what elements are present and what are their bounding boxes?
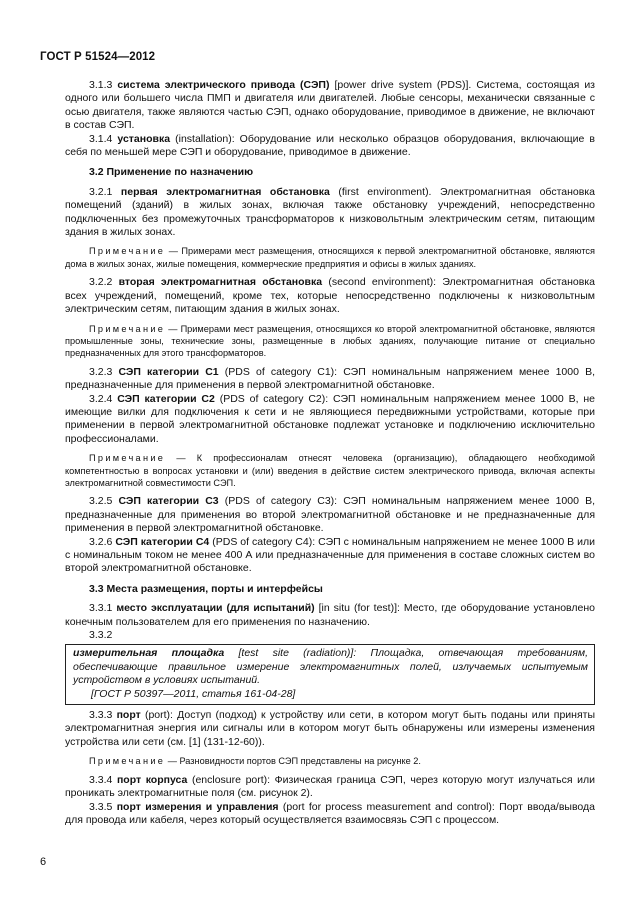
clause-3-3-4 (65, 774, 595, 801)
clause-number: 3.2.3 (89, 365, 119, 378)
clause-text: (PDS of category C3): СЭП номинальным напряжением менее 1000 В, предназначенные для применения во второй электромагнитной обстановке и не предназначенные для применения в первой электромагнитной обстановке. (65, 495, 595, 535)
note-label: Примечание (89, 756, 166, 767)
page-number: 6 (40, 856, 47, 868)
note-text: — К профессионалам отнесят человека (организацию), обладающего необходимой компетентностью в вопросах установки и (или) введения в действие систем электрического привода, включая аспекты электромагнитной совместимости СЭП. (65, 453, 595, 488)
clause-number: 3.3.4 (89, 773, 117, 786)
clause-3-3-2-number: 3.3.2 (89, 629, 113, 642)
clause-number: 3.1.4 (89, 132, 118, 145)
clause-number: 3.2.1 (89, 185, 121, 198)
clause-number: 3.3.5 (89, 800, 117, 813)
clause-text: [power drive system (PDS)]. Система, состоящая из одного или большего числа ПМП и двигателя или двигателей. Любые сенсоры, механически связанные с осью двигателя, также являются частью СЭП, однако оборудование, приводимое в движение, не включают в состав СЭП. (65, 79, 595, 132)
note-1 (65, 245, 595, 270)
section-heading-3-3: 3.3 Места размещения, порты и интерфейсы (89, 582, 323, 595)
note-4 (65, 755, 595, 767)
clause-text: (PDS of category C4): СЭП с номинальным напряжением не менее 1000 В или с номинальным током не менее 400 А или предназначенные для применения в составе сложных систем во второй электромагнитной обстановке. (65, 535, 595, 575)
clause-text: (first environment). Электромагнитная обстановка помещений (зданий) в жилых зонах, включая также обстановку учреждений, непосредственно подключенных без промежуточных трансформаторов к низковольтным электрическим сетям, питающим здания в жилых зонах. (65, 185, 595, 239)
clause-term: установка (117, 132, 171, 145)
clause-term: СЭП категории С2 (117, 392, 215, 405)
note-label: Примечание (89, 323, 166, 334)
clause-term: СЭП категории С4 (115, 535, 210, 548)
note-3 (65, 452, 595, 489)
note-text: — Примерами мест размещения, относящихся ко второй электромагнитной обстановке, являются промышленные зоны, технические зоны, размещенные в любых зданиях, получающие питание от специально предназначенных для этого трансформаторов. (65, 323, 595, 359)
clause-text: [in situ (for test)]: Место, где оборудование установлено конечным пользователем для его применения по назначению. (65, 602, 595, 628)
note-2 (65, 323, 595, 360)
clause-number: 3.2.4 (89, 392, 118, 405)
quoted-term: измерительная площадка (73, 647, 225, 660)
clause-3-2-5 (65, 495, 595, 535)
note-text: — Разновидности портов СЭП представлены на рисунке 2. (165, 756, 421, 767)
document-body (65, 79, 595, 827)
clause-3-3-3 (65, 709, 595, 749)
clause-3-2-3 (65, 366, 595, 393)
clause-term: порт измерения и управления (116, 800, 279, 813)
clause-text: (PDS of category C1): СЭП номинальным напряжением менее 1000 В, предназначенные для применения в первой электромагнитной обстановке. (65, 365, 595, 392)
clause-3-2-4 (65, 393, 595, 447)
note-text: — Примерами мест размещения, относящихся к первой электромагнитной обстановке, являются дома в жилых зонах, жилые помещения, коммерческие предприятия и офисы в жилых зданиях. (65, 246, 595, 269)
clause-term: система электрического привода (СЭП) (117, 79, 330, 91)
clause-term: СЭП категории С1 (118, 365, 219, 378)
clause-term: СЭП категории С3 (118, 495, 219, 508)
quoted-definition-box (65, 644, 595, 705)
clause-3-2-6 (65, 536, 595, 576)
document-header: ГОСТ Р 51524—2012 (40, 51, 156, 63)
note-label: Примечание (89, 453, 166, 464)
clause-number: 3.2.6 (89, 535, 116, 548)
clause-number: 3.2.5 (89, 495, 119, 508)
clause-term: первая электромагнитная обстановка (120, 185, 330, 198)
quoted-source-reference: [ГОСТ Р 50397—2011, статья 161-04-28] (91, 687, 296, 700)
clause-number: 3.3.1 (89, 602, 117, 615)
section-heading-3-2: 3.2 Применение по назначению (89, 166, 254, 179)
clause-term: место эксплуатации (для испытаний) (116, 602, 315, 615)
clause-number: 3.3.3 (89, 709, 117, 722)
note-label: Примечание (89, 246, 166, 257)
clause-number: 3.2.2 (89, 276, 119, 289)
clause-text: (PDS of category C2): СЭП номинальным напряжением менее 1000 В, не имеющие вилки для подключения к сети и не являющиеся передвижными устройствами, которые при применении в первой электромагнитной обстановке подлежат установке и подключению исключительно профессионалами. (65, 392, 595, 445)
clause-term: вторая электромагнитная обстановка (118, 276, 323, 289)
clause-term: порт (116, 709, 141, 722)
clause-text: (second environment): Электромагнитная обстановка всех учреждений, помещений, кроме тех, которые непосредственно подключены к низковольтным электрическим сетям, питающим здания в жилых зонах. (65, 276, 595, 316)
clause-3-3-1 (65, 602, 595, 629)
clause-text: (installation): Оборудование или несколько образцов оборудования, включающие в себя по меньшей мере СЭП и оборудование, приводимое в движение. (65, 132, 595, 159)
clause-text: (port): Доступ (подход) к устройству или сети, в котором могут быть поданы или приняты электромагнитная энергия или сигналы или в котором могут быть обнаружены или измерены изменения устройства или сети (см. [1] (131-12-60)). (65, 709, 595, 748)
quoted-definition (73, 647, 588, 687)
clause-number: 3.1.3 (89, 79, 118, 91)
clause-3-1-3 (65, 79, 595, 133)
clause-term: порт корпуса (116, 773, 188, 786)
clause-text: (port for process measurement and control): Порт ввода/вывода для провода или кабеля, через который осуществляется взаимосвязь СЭП с процессом. (65, 800, 595, 826)
clause-text: (enclosure port): Физическая граница СЭП, через которую могут излучаться или проникать электромагнитные поля (см. рисунок 2). (65, 773, 595, 800)
clause-3-2-1 (65, 186, 595, 240)
clause-3-1-4 (65, 133, 595, 160)
clause-3-3-5 (65, 801, 595, 828)
quoted-text: [test site (radiation)]: Площадка, отвечающая требованиям, обеспечивающие правильное измерение электромагнитных полей, излучаемых испытуемым устройством в условиях испытаний. (73, 647, 588, 687)
clause-3-2-2 (65, 276, 595, 316)
